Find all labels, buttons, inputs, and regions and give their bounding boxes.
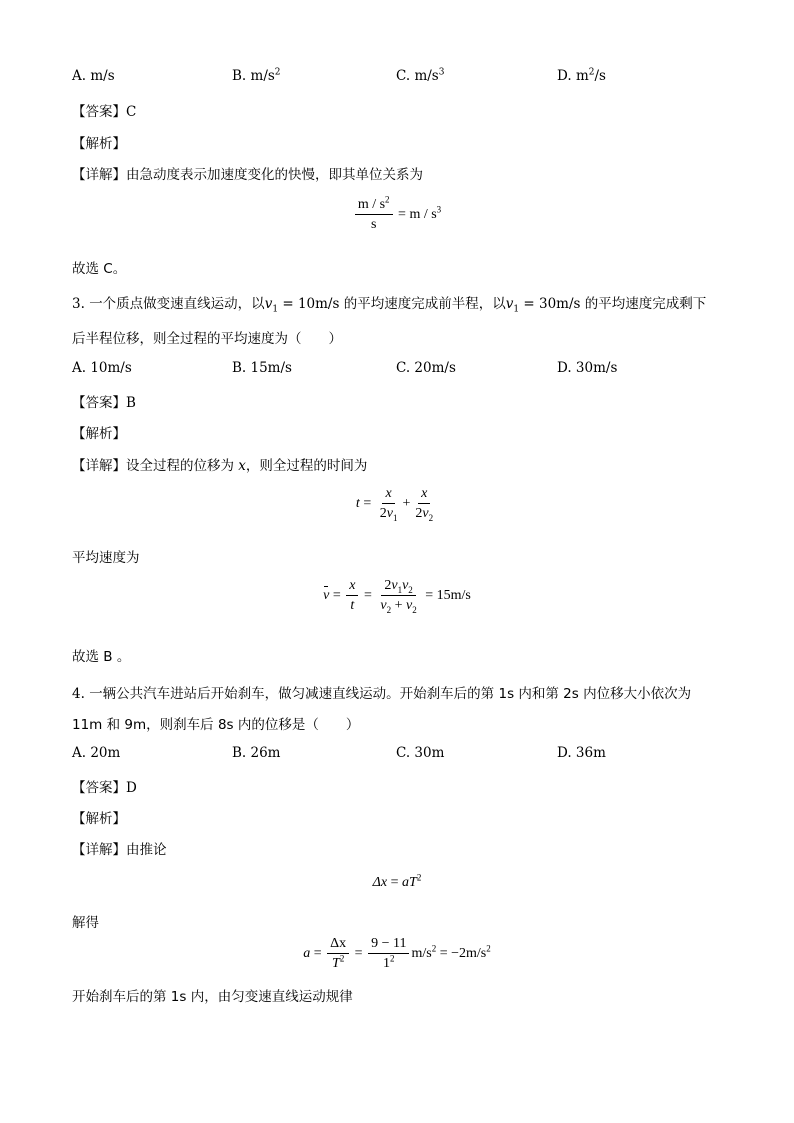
q2-answer: 【答案】C [72, 104, 137, 120]
q3-conclusion: 故选 B 。 [72, 649, 131, 665]
q3-option-d: D. 30m/s [557, 360, 618, 376]
q4-equation-inference: $\Delta x = aT^2$ [372, 872, 422, 890]
q3-equation-average: v = $\frac{x}{t}$ = $\frac{2v_1v_2}{v_2 + v_2}$ = 15m/s [323, 578, 471, 616]
q4-option-a: A. 20m [72, 745, 121, 761]
q3-option-b: B. 15m/s [232, 360, 292, 376]
q3-equation-time: t = $\frac{x}{2v_1}$ + $\frac{x}{2v_2}$ [355, 486, 434, 524]
q2-detail: 【详解】由急动度表示加速度变化的快慢，即其单位关系为 [72, 167, 423, 183]
q2-option-c: C. $m/s^3$ [396, 67, 445, 84]
q3-analysis-tag: 【解析】 [72, 426, 126, 442]
q4-option-d: D. 36m [557, 745, 606, 761]
q4-stem-line1: 4. 一辆公共汽车进站后开始刹车，做匀减速直线运动。开始刹车后的第 1s 内和第 2s 内位移大小依次为 [72, 686, 692, 702]
q4-option-b: B. 26m [232, 745, 281, 761]
q3-detail: 【详解】设全过程的位移为 x，则全过程的时间为 [72, 458, 368, 474]
q2-option-a: A. m/s [72, 68, 115, 84]
q3-avg-text: 平均速度为 [72, 550, 140, 566]
q2-option-d: D. $m^2/s$ [557, 67, 606, 84]
q4-option-c: C. 30m [396, 745, 445, 761]
q2-conclusion: 故选 C。 [72, 261, 127, 277]
q3-answer: 【答案】B [72, 395, 136, 411]
q4-analysis-tag: 【解析】 [72, 811, 126, 827]
q4-solve-text: 解得 [72, 915, 99, 931]
q3-stem-line2: 后半程位移，则全过程的平均速度为（ ） [72, 331, 342, 347]
q2-analysis-tag: 【解析】 [72, 136, 126, 152]
q3-option-a: A. 10m/s [72, 360, 132, 376]
q4-last-line: 开始刹车后的第 1s 内，由匀变速直线运动规律 [72, 989, 353, 1005]
q3-option-c: C. 20m/s [396, 360, 456, 376]
q4-stem-line2: 11m 和 9m，则刹车后 8s 内的位移是（ ） [72, 717, 360, 733]
q2-equation: $\frac{m / s^2}{s}$ = m / $s^3$ [0, 197, 794, 233]
q4-detail: 【详解】由推论 [72, 842, 167, 858]
q4-equation-acceleration: a = $\frac{\Delta x}{T^2}$ = $\frac{9 - 11}{1^2}$ $m/s^2 = -2m/s^2$ [303, 936, 491, 972]
q2-option-b: B. $m/s^2$ [232, 67, 281, 84]
q4-answer: 【答案】D [72, 780, 137, 796]
q3-stem-line1: 3. 一个质点做变速直线运动，以$v_1 = 10m/s$ 的平均速度完成前半程，以$v_1 = 30m/s$ 的平均速度完成剩下 [72, 296, 707, 315]
